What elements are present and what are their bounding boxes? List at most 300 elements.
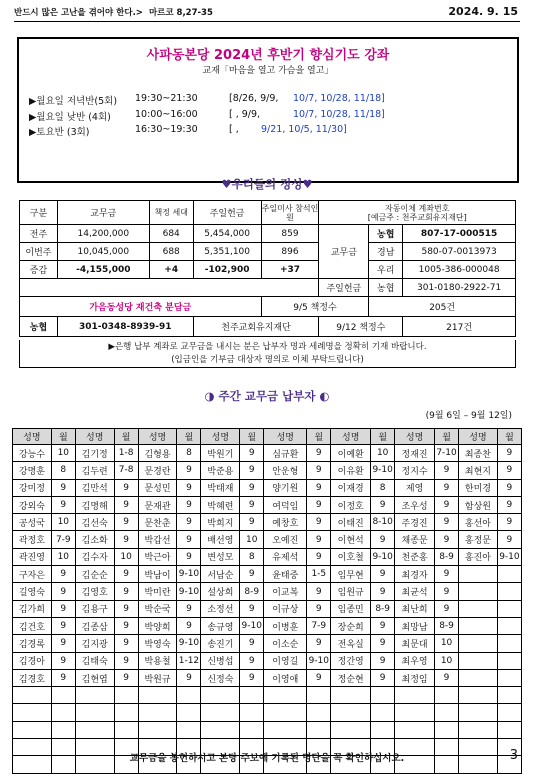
bank-name: 우리 [369,261,403,279]
payer-name [201,687,240,704]
payer-month [497,617,521,634]
payer-name [331,721,371,738]
payer-name [459,566,498,583]
sedae-value: +4 [149,261,193,279]
col-month-header: 월 [51,429,75,445]
junil-value: 5,454,000 [193,225,261,243]
misa-value: +37 [261,261,319,279]
payer-month [114,687,138,704]
payer-month: 9 [240,566,264,583]
payer-month: 8-10 [371,514,395,531]
payer-month: 9 [497,445,521,462]
payer-month: 9 [51,600,75,617]
payer-name: 최난희 [395,600,435,617]
payer-name: 이현석 [331,531,371,548]
payer-month [51,704,75,721]
payer-month [177,704,201,721]
header-quote [14,6,213,18]
schedule-dates: [8/26, 9/9, [229,93,279,104]
payer-month: 10 [51,514,75,531]
payer-name: 홍선아 [459,514,498,531]
payer-month: 9 [177,462,201,479]
payer-row [13,479,522,496]
payer-month: 9 [435,479,459,496]
payer-name: 천준홍 [395,548,435,565]
payer-name: 김영호 [75,583,114,600]
footer-text: 교무금을 봉헌하시고 본당 주보에 기록된 명단을 꼭 확인하십시오. [129,753,405,764]
payer-month [114,721,138,738]
col-gyomu: 교무금 [57,201,149,225]
payer-name [138,721,177,738]
payer-name: 김두련 [75,462,114,479]
payer-month: 9 [435,496,459,513]
payer-name: 유제석 [264,548,307,565]
payer-month: 9 [307,496,331,513]
lecture-box [17,37,519,183]
payer-name: 김소화 [75,531,114,548]
payer-name: 여덕임 [264,496,307,513]
payer-name: 설상희 [201,583,240,600]
col-misa: 주일미사 참석인원 [261,201,319,225]
bank-name: 농협 [369,225,403,243]
payer-name [395,687,435,704]
schedule-dates-blue: 10/7, 10/28, 11/18] [293,93,385,104]
payer-name: 김기정 [75,445,114,462]
payer-name: 김명해 [75,496,114,513]
payer-month: 8 [371,479,395,496]
payer-name: 김수자 [75,548,114,565]
payer-name [264,721,307,738]
payer-name: 변성모 [201,548,240,565]
col-junil: 주일헌금 [193,201,261,225]
payer-row [13,600,522,617]
payer-month [497,652,521,669]
payer-month: 10 [435,635,459,652]
col-month-header: 월 [435,429,459,445]
header-rule [14,21,520,22]
payer-month: 9 [240,652,264,669]
col-month-header: 월 [497,429,521,445]
payer-month: 9 [177,479,201,496]
payer-month: 9 [435,583,459,600]
payer-month: 9 [51,566,75,583]
payer-name: 박혜련 [201,496,240,513]
payer-month: 8-9 [240,583,264,600]
payer-month: 9 [371,531,395,548]
payer-month: 9 [307,531,331,548]
transfer-holder: [예금주 : 천주교회유지재단] [367,212,467,222]
payer-name: 이규상 [264,600,307,617]
payer-row [13,566,522,583]
payer-name: 김태숙 [75,652,114,669]
payer-month: 9 [435,566,459,583]
col-name-header: 성명 [138,429,177,445]
payer-row [13,445,522,462]
header-reference: 마르코 8,27-35 [148,8,213,18]
payer-month: 9 [435,600,459,617]
payer-month [497,704,521,721]
payer-name: 조우성 [395,496,435,513]
payer-name: 심규환 [264,445,307,462]
payer-name: 정재진 [395,445,435,462]
payer-month: 9-10 [177,566,201,583]
payer-name [395,704,435,721]
payer-name: 곽진영 [13,548,52,565]
payer-name [459,687,498,704]
rebuild-holder: 천주교회유지재단 [193,317,319,337]
payer-name: 최망남 [395,617,435,634]
payer-month: 9 [371,496,395,513]
payer-name: 문찬춘 [138,514,177,531]
payer-name: 이영길 [264,652,307,669]
payer-name: 김경호 [13,669,52,686]
payer-month: 9 [51,583,75,600]
payer-name: 소정선 [201,600,240,617]
payer-name: 최현지 [459,462,498,479]
payer-name: 배선영 [201,531,240,548]
payer-month: 1-5 [307,566,331,583]
payer-month: 9 [497,462,521,479]
payer-month [435,721,459,738]
payer-month: 9 [307,462,331,479]
payer-month: 8 [240,548,264,565]
payer-name: 이영애 [264,669,307,686]
payer-name: 전옥실 [331,635,371,652]
payer-row [13,652,522,669]
payer-name: 문성민 [138,479,177,496]
payer-name: 이정호 [331,496,371,513]
payer-month: 9 [371,652,395,669]
rebuild-account: 301-0348-8939-91 [57,317,193,337]
payer-month: 9-10 [371,548,395,565]
payer-month: 9 [307,548,331,565]
payer-month: 9 [177,496,201,513]
payer-month: 9 [114,600,138,617]
payer-month: 9 [240,445,264,462]
payer-month [114,704,138,721]
payer-month: 8-9 [435,548,459,565]
payer-row [13,548,522,565]
payer-name: 송규영 [201,617,240,634]
payer-row [13,687,522,704]
payer-name [459,652,498,669]
payer-row [13,704,522,721]
payer-name: 박영숙 [138,635,177,652]
col-name-header: 성명 [459,429,498,445]
lecture-subtitle: 교재「마음을 열고 가슴을 열고」 [202,66,334,76]
payer-month: 9 [177,548,201,565]
schedule-dates: [ , [229,124,239,135]
payment-note-line2: (입금인을 기부금 대상자 명의로 이체 부탁드립니다) [171,355,364,365]
book-value: 205건 [369,297,516,317]
payer-month: 9 [240,479,264,496]
col-name-header: 성명 [395,429,435,445]
payer-name: 박갑선 [138,531,177,548]
payer-name [459,635,498,652]
payer-month [497,721,521,738]
payer-month [435,704,459,721]
payer-month: 9-10 [307,652,331,669]
payer-month [51,721,75,738]
payer-name: 정지수 [395,462,435,479]
payer-month: 9-10 [497,548,521,565]
payer-name: 임종민 [331,600,371,617]
payer-month: 9 [114,669,138,686]
payer-month: 9 [307,514,331,531]
col-month-header: 월 [371,429,395,445]
payer-name: 김형용 [138,445,177,462]
lecture-title: 사파동본당 2024년 후반기 향심기도 강좌 [146,48,390,63]
payer-name: 채종문 [395,531,435,548]
payer-name: 강외숙 [13,496,52,513]
book-value: 217건 [403,317,516,337]
payer-name: 곽정호 [13,531,52,548]
payer-month: 9 [177,514,201,531]
payer-month: 9 [307,445,331,462]
col-name-header: 성명 [264,429,307,445]
payer-month: 9 [51,669,75,686]
transfer-title: 자동이체 계좌번호 [385,203,450,213]
bank-account: 301-0180-2922-71 [403,279,516,297]
payer-month: 9 [240,514,264,531]
payer-name [264,687,307,704]
payer-month [497,687,521,704]
payer-month: 9-10 [177,635,201,652]
payer-month: 9 [114,514,138,531]
row-label: 증감 [20,261,58,279]
payer-name: 김만석 [75,479,114,496]
payer-row [13,514,522,531]
blank-cell [20,279,319,297]
page-header [14,6,520,22]
payer-month: 9 [114,652,138,669]
payer-month: 9 [435,462,459,479]
payer-row [13,669,522,686]
payer-name [75,704,114,721]
payer-month [435,687,459,704]
misa-value: 896 [261,243,319,261]
payer-month: 9 [435,531,459,548]
payer-month: 8 [177,445,201,462]
payer-row [13,721,522,738]
payer-month: 9 [177,617,201,634]
payer-month: 9 [497,496,521,513]
payer-month: 9 [371,617,395,634]
bank-account: 807-17-000515 [403,225,516,243]
payer-month: 9 [240,600,264,617]
payer-name [201,704,240,721]
schedule-dates: [ , 9/9, [229,108,261,120]
payers-date-range: (9월 6일 – 9월 12일) [425,411,512,421]
payer-name: 이예환 [331,445,371,462]
payer-month: 7-9 [51,531,75,548]
rebuild-title: 가음동성당 재건축 분담금 [20,297,262,317]
payer-name: 김가희 [13,600,52,617]
payer-month [371,687,395,704]
payer-name: 최균석 [395,583,435,600]
payer-name [75,721,114,738]
book-label: 9/12 책정수 [319,317,403,337]
payer-name: 박원기 [201,445,240,462]
gyomu-value: 10,045,000 [57,243,149,261]
payer-name [138,704,177,721]
row-label: 이번주 [20,243,58,261]
payer-month: 9 [371,669,395,686]
payer-name: 함상원 [459,496,498,513]
payer-month: 9 [497,479,521,496]
payer-month [307,721,331,738]
payer-row [13,583,522,600]
payer-name [75,687,114,704]
payer-name: 박원규 [138,669,177,686]
schedule-time: 10:00~16:00 [135,108,198,120]
payer-name [459,600,498,617]
payer-name: 윤태중 [264,566,307,583]
col-month-header: 월 [307,429,331,445]
schedule-time: 16:30~19:30 [135,124,198,135]
payer-month: 9 [497,531,521,548]
payer-name: 예창호 [264,514,307,531]
payer-month: 9 [307,583,331,600]
bank-name: 경남 [369,243,403,261]
payer-month: 9 [51,479,75,496]
col-chaekjeong: 책정 세대 [149,201,193,225]
payer-month [177,721,201,738]
payer-name: 이병훈 [264,617,307,634]
payer-month: 9 [177,669,201,686]
payer-month: 9 [114,617,138,634]
payer-name: 구자은 [13,566,52,583]
offering-section-title: ♥우리들의 정성♥ [221,177,313,191]
payer-month: 10 [114,548,138,565]
payer-name [13,687,52,704]
sedae-value: 684 [149,225,193,243]
payer-month: 9 [240,462,264,479]
payer-row [13,496,522,513]
payer-row [13,635,522,652]
misa-value: 859 [261,225,319,243]
payer-name [138,687,177,704]
payer-month [371,721,395,738]
payer-month: 9 [114,479,138,496]
bank-name: 농협 [369,279,403,297]
payer-name: 박근아 [138,548,177,565]
payer-month: 9 [307,479,331,496]
payer-name [13,721,52,738]
payer-name: 박태재 [201,479,240,496]
payer-month [51,687,75,704]
payer-name: 송진기 [201,635,240,652]
payer-name: 장순희 [331,617,371,634]
payer-name [331,704,371,721]
col-name-header: 성명 [13,429,52,445]
col-month-header: 월 [240,429,264,445]
payer-name: 이유환 [331,462,371,479]
payer-name: 강미정 [13,479,52,496]
payer-name: 서남순 [201,566,240,583]
payer-name: 김건호 [13,617,52,634]
payer-month: 9 [497,514,521,531]
payment-note-line1: ▶은행 납부 계좌로 교무금을 내시는 분은 납부자 명과 세례명을 정확히 기재 바랍니다. [108,342,427,352]
schedule-day: ▶토요반 (3회) [29,127,90,138]
payer-row [13,617,522,634]
payer-month: 9 [307,635,331,652]
payer-name: 이태진 [331,514,371,531]
payer-name: 정간영 [331,652,371,669]
payer-month [240,687,264,704]
payer-month: 9-10 [177,583,201,600]
payer-month: 8-9 [435,617,459,634]
sedae-value: 688 [149,243,193,261]
payer-month: 9-10 [371,462,395,479]
schedule-day: ▶월요일 저녁반(5회) [29,96,118,107]
payer-month: 8-9 [371,600,395,617]
payer-month: 9 [114,531,138,548]
gyomu-value: 14,200,000 [57,225,149,243]
payer-month: 9 [307,669,331,686]
col-month-header: 월 [114,429,138,445]
header-date: 2024. 9. 15 [448,5,518,18]
payer-name: 최우영 [395,652,435,669]
payer-month [497,583,521,600]
payer-name: 박희지 [201,514,240,531]
offering-table [19,200,516,337]
gyomu-value: -4,155,000 [57,261,149,279]
schedule-day: ▶월요일 낮반 (4회) [29,111,111,123]
payer-name: 최경자 [395,566,435,583]
bank-account: 1005-386-000048 [403,261,516,279]
payer-name: 신병섭 [201,652,240,669]
payer-month: 9 [114,496,138,513]
payer-month: 9 [371,566,395,583]
payer-name: 최종찬 [459,445,498,462]
payer-month: 10 [435,652,459,669]
payer-name [201,721,240,738]
payer-month: 9 [51,617,75,634]
payer-name: 박용철 [138,652,177,669]
col-name-header: 성명 [331,429,371,445]
payer-month: 9 [177,600,201,617]
payer-name: 김순순 [75,566,114,583]
col-name-header: 성명 [75,429,114,445]
payer-name: 임원규 [331,583,371,600]
payer-month: 7-9 [307,617,331,634]
payer-month [497,600,521,617]
payer-name: 박남이 [138,566,177,583]
payer-month: 9 [114,583,138,600]
header-quote-text: 반드시 많은 고난을 겪어야 한다.> [14,8,143,18]
row-label: 전주 [20,225,58,243]
payer-name: 한미경 [459,479,498,496]
payer-month: 9 [435,669,459,686]
payer-name: 최문대 [395,635,435,652]
payer-name [459,583,498,600]
payer-row [13,462,522,479]
payer-month [240,704,264,721]
payer-name [459,704,498,721]
payer-name: 박미란 [138,583,177,600]
payer-month: 7-10 [435,445,459,462]
payer-month: 7-8 [114,462,138,479]
payer-name [13,704,52,721]
payer-name: 공성국 [13,514,52,531]
payer-month: 9 [240,635,264,652]
book-label: 9/5 책정수 [261,297,369,317]
payer-month: 9 [307,600,331,617]
payer-month [307,687,331,704]
payer-month [497,566,521,583]
payer-month [307,704,331,721]
